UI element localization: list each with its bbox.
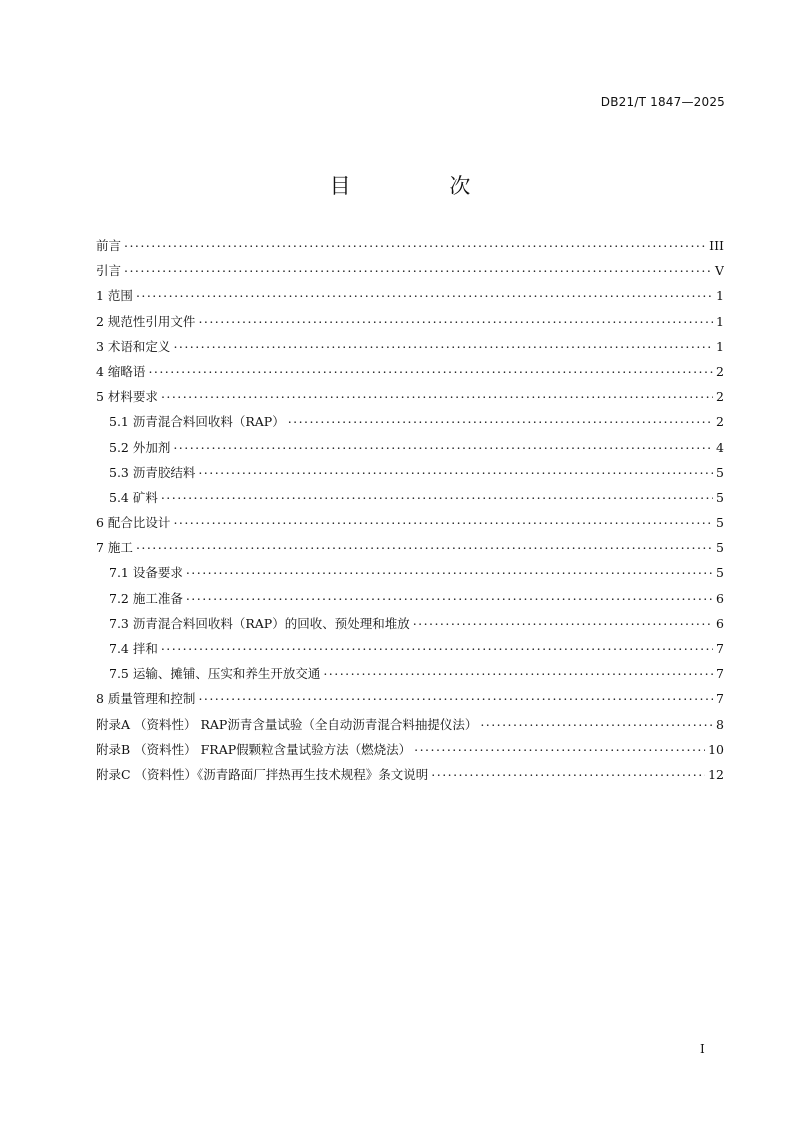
toc-entry-page: 5 xyxy=(716,464,724,480)
toc-entry-page: 4 xyxy=(716,439,724,455)
toc-entry-label: 2 规范性引用文件 xyxy=(96,313,196,329)
page-title: 目 次 xyxy=(329,174,517,198)
toc-entry[interactable] xyxy=(96,412,724,437)
toc-entry[interactable] xyxy=(96,740,724,765)
toc-entry[interactable] xyxy=(96,664,724,689)
toc-entry-page: 2 xyxy=(716,363,724,379)
toc-entry[interactable] xyxy=(96,614,724,639)
toc-entry[interactable] xyxy=(96,689,724,714)
toc-entry[interactable] xyxy=(96,387,724,412)
toc-entry-label: 5.2 外加剂 xyxy=(109,439,171,455)
toc-entry-page: 2 xyxy=(716,389,724,405)
toc-entry-label: 7.4 拌和 xyxy=(109,641,158,656)
toc-entry-page: 7 xyxy=(716,666,724,682)
toc-entry-label: 附录C （资料性）《沥青路面厂拌热再生技术规程》条文说明 xyxy=(96,766,429,782)
toc-dot-leader xyxy=(124,236,706,250)
toc-entry-page: 7 xyxy=(716,641,724,656)
toc-entry-page: 2 xyxy=(716,414,724,430)
standard-code: DB21/T 1847—2025 xyxy=(600,95,725,109)
toc-entry-page: 1 xyxy=(716,288,724,304)
toc-entry-label: 5.1 沥青混合料回收料（RAP） xyxy=(109,414,285,430)
toc-entry-page: 8 xyxy=(716,716,724,732)
toc-dot-leader xyxy=(413,614,713,628)
toc-dot-leader xyxy=(288,412,713,426)
toc-entry-label: 5.3 沥青胶结料 xyxy=(109,464,196,480)
toc-entry[interactable] xyxy=(96,589,724,614)
toc-entry-label: 附录B （资料性） FRAP假颗粒含量试验方法（燃烧法） xyxy=(96,741,412,757)
toc-dot-leader xyxy=(136,538,713,552)
toc-entry-page: 5 xyxy=(716,515,724,531)
toc-dot-leader xyxy=(136,286,713,300)
toc-dot-leader xyxy=(148,362,713,376)
toc-entry-page: 7 xyxy=(716,691,724,707)
table-of-contents xyxy=(96,236,724,790)
toc-entry-label: 附录A （资料性） RAP沥青含量试验（全自动沥青混合料抽提仪法） xyxy=(96,716,478,732)
toc-dot-leader xyxy=(124,261,712,275)
toc-entry-label: 8 质量管理和控制 xyxy=(96,691,196,707)
toc-entry[interactable] xyxy=(96,639,724,664)
toc-entry-label: 前言 xyxy=(96,238,122,253)
toc-entry-page: 5 xyxy=(716,489,724,505)
toc-dot-leader xyxy=(198,312,713,326)
page-number: I xyxy=(700,1042,705,1056)
toc-entry[interactable] xyxy=(96,513,724,538)
toc-dot-leader xyxy=(198,463,713,477)
toc-entry-page: 10 xyxy=(708,741,724,757)
toc-entry-label: 6 配合比设计 xyxy=(96,515,171,531)
toc-entry-label: 1 范围 xyxy=(96,288,133,304)
toc-entry[interactable] xyxy=(96,438,724,463)
toc-entry-label: 7.3 沥青混合料回收料（RAP）的回收、预处理和堆放 xyxy=(109,615,410,631)
toc-entry[interactable] xyxy=(96,312,724,337)
toc-entry-label: 引言 xyxy=(96,263,122,279)
toc-entry-label: 5 材料要求 xyxy=(96,389,158,405)
toc-entry-page: 12 xyxy=(708,766,724,782)
toc-entry[interactable] xyxy=(96,362,724,387)
toc-entry-label: 7.5 运输、摊铺、压实和养生开放交通 xyxy=(109,666,321,682)
toc-entry[interactable] xyxy=(96,715,724,740)
toc-entry[interactable] xyxy=(96,236,724,261)
toc-dot-leader xyxy=(173,337,713,351)
toc-entry[interactable] xyxy=(96,261,724,286)
toc-dot-leader xyxy=(186,589,713,603)
toc-entry[interactable] xyxy=(96,765,724,790)
toc-entry-label: 7.2 施工准备 xyxy=(109,590,183,606)
toc-entry-page: III xyxy=(709,238,724,253)
toc-entry-page: 6 xyxy=(716,615,724,631)
toc-entry-page: 6 xyxy=(716,590,724,606)
toc-dot-leader xyxy=(161,387,713,401)
toc-entry[interactable] xyxy=(96,538,724,563)
toc-dot-leader xyxy=(323,664,713,678)
toc-dot-leader xyxy=(161,639,713,653)
toc-entry-page: 1 xyxy=(716,313,724,329)
toc-dot-leader xyxy=(431,765,705,779)
toc-entry-page: V xyxy=(714,263,724,279)
toc-entry-label: 7.1 设备要求 xyxy=(109,565,183,581)
toc-entry-page: 1 xyxy=(716,338,724,354)
toc-entry-label: 7 施工 xyxy=(96,540,133,556)
toc-dot-leader xyxy=(161,488,713,502)
toc-entry[interactable] xyxy=(96,463,724,488)
toc-dot-leader xyxy=(173,513,713,527)
toc-dot-leader xyxy=(173,438,713,452)
toc-dot-leader xyxy=(198,689,713,703)
toc-entry-label: 4 缩略语 xyxy=(96,363,146,379)
toc-entry[interactable] xyxy=(96,337,724,362)
toc-entry[interactable] xyxy=(96,488,724,513)
toc-dot-leader xyxy=(414,740,705,754)
toc-entry-page: 5 xyxy=(716,565,724,581)
toc-entry-label: 5.4 矿料 xyxy=(109,489,158,505)
toc-dot-leader xyxy=(186,563,713,577)
toc-entry[interactable] xyxy=(96,286,724,311)
toc-entry-label: 3 术语和定义 xyxy=(96,338,171,354)
toc-entry[interactable] xyxy=(96,563,724,588)
toc-entry-page: 5 xyxy=(716,540,724,556)
toc-dot-leader xyxy=(480,715,713,729)
